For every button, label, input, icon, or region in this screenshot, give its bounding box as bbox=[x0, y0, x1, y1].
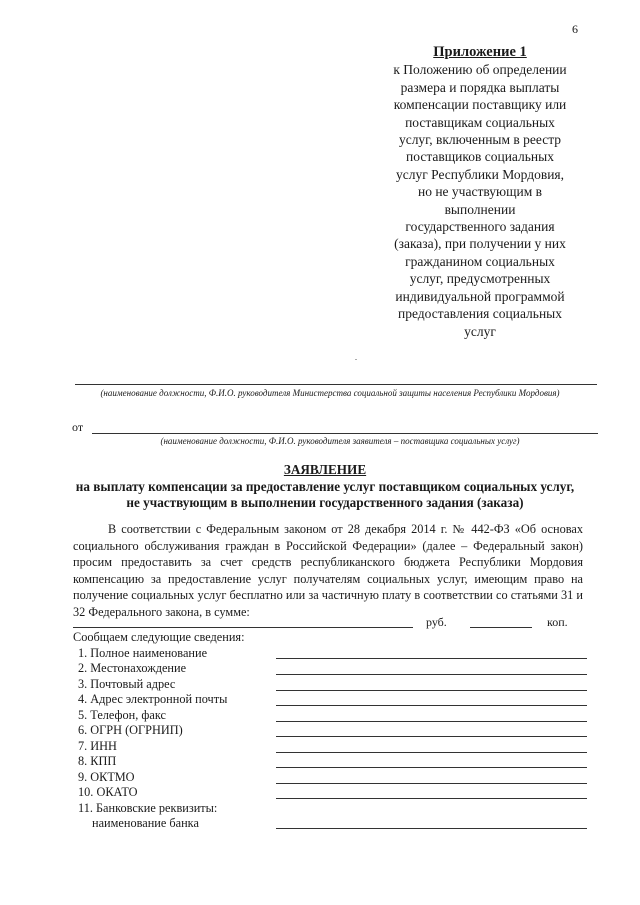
field-input-location[interactable] bbox=[276, 674, 587, 675]
field-label-kpp: 8. КПП bbox=[78, 754, 117, 768]
appendix-line: индивидуальной программой bbox=[395, 288, 565, 304]
appendix-line: размера и порядка выплаты bbox=[400, 79, 560, 95]
appendix-line: поставщиков социальных bbox=[406, 149, 554, 165]
field-input-bank-name[interactable] bbox=[276, 828, 587, 829]
field-input-okato[interactable] bbox=[276, 798, 587, 799]
sum-rub-field[interactable] bbox=[73, 627, 413, 628]
appendix-line: услуг bbox=[464, 323, 496, 339]
body-paragraph: В соответствии с Федеральным законом от 28 декабря 2014 г. № 442-ФЗ «Об основах социального обслуживания граждан в Российской Федерации» (далее – Федеральный закон) просим предоставить за счет средств республиканского бюджета Республики Мордовия компенсацию за предоставление услуг получателям социальных услуг, имеющим право на получение социальных услуг бесплатно или за частичную плату в соответствии со статьями 31 и 32 Федерального закона, в сумме: bbox=[73, 522, 583, 619]
appendix-line: выполнении bbox=[444, 201, 516, 217]
field-label-postal-address: 3. Почтовый адрес bbox=[78, 677, 176, 691]
appendix-block bbox=[370, 44, 590, 340]
statement-subtitle-1: на выплату компенсации за предоставление услуг поставщиком социальных услуг, bbox=[75, 478, 575, 494]
field-label-bank-details: 11. Банковские реквизиты: bbox=[78, 801, 218, 815]
statement-body bbox=[73, 521, 583, 621]
field-input-full-name[interactable] bbox=[276, 658, 587, 659]
appendix-line: но не участвующим в bbox=[417, 184, 543, 200]
field-input-ogrn[interactable] bbox=[276, 736, 587, 737]
sum-kop-field[interactable] bbox=[470, 627, 532, 628]
field-label-full-name: 1. Полное наименование bbox=[78, 646, 208, 660]
appendix-line: предоставления социальных bbox=[398, 306, 562, 322]
from-field[interactable] bbox=[92, 433, 598, 434]
kop-label: коп. bbox=[547, 615, 568, 629]
field-input-kpp[interactable] bbox=[276, 767, 587, 768]
appendix-line: гражданином социальных bbox=[405, 253, 555, 269]
field-label-phone-fax: 5. Телефон, факс bbox=[78, 708, 166, 722]
appendix-title: Приложение 1 bbox=[433, 44, 527, 60]
appendix-line: компенсации поставщику или bbox=[393, 97, 567, 113]
field-input-phone-fax[interactable] bbox=[276, 721, 587, 722]
addressee-hint: (наименование должности, Ф.И.О. руководителя Министерства социальной защиты населения Республики Мордовия) bbox=[100, 388, 560, 398]
appendix-line: услуг Республики Мордовия, bbox=[395, 166, 565, 182]
info-intro: Сообщаем следующие сведения: bbox=[73, 630, 245, 644]
field-label-okato: 10. ОКАТО bbox=[78, 785, 138, 799]
field-label-bank-name: наименование банка bbox=[92, 816, 199, 830]
field-input-oktmo[interactable] bbox=[276, 783, 587, 784]
from-hint: (наименование должности, Ф.И.О. руководителя заявителя – поставщика социальных услуг) bbox=[160, 436, 520, 446]
addressee-field[interactable] bbox=[75, 384, 597, 385]
appendix-line: услуг, включенным в реестр bbox=[398, 132, 562, 148]
appendix-line: поставщикам социальных bbox=[405, 114, 555, 130]
field-label-inn: 7. ИНН bbox=[78, 739, 117, 753]
field-label-ogrn: 6. ОГРН (ОГРНИП) bbox=[78, 723, 183, 737]
field-input-postal-address[interactable] bbox=[276, 690, 587, 691]
appendix-line: государственного задания bbox=[405, 219, 555, 235]
page-number: 6 bbox=[572, 22, 578, 36]
appendix-line: (заказа), при получении у них bbox=[394, 236, 566, 252]
statement-subtitle-2: не участвующим в выполнении государственного задания (заказа) bbox=[126, 495, 524, 510]
stray-dot: . bbox=[355, 353, 357, 362]
statement-heading bbox=[60, 462, 590, 512]
from-label: от bbox=[72, 420, 84, 434]
field-label-oktmo: 9. ОКТМО bbox=[78, 770, 135, 784]
statement-title: ЗАЯВЛЕНИЕ bbox=[283, 462, 367, 477]
field-input-inn[interactable] bbox=[276, 752, 587, 753]
field-label-email: 4. Адрес электронной почты bbox=[78, 692, 228, 706]
field-input-email[interactable] bbox=[276, 705, 587, 706]
appendix-line: к Положению об определении bbox=[393, 62, 567, 78]
rub-label: руб. bbox=[426, 615, 447, 629]
appendix-line: услуг, предусмотренных bbox=[409, 271, 551, 287]
field-label-location: 2. Местонахождение bbox=[78, 661, 187, 675]
